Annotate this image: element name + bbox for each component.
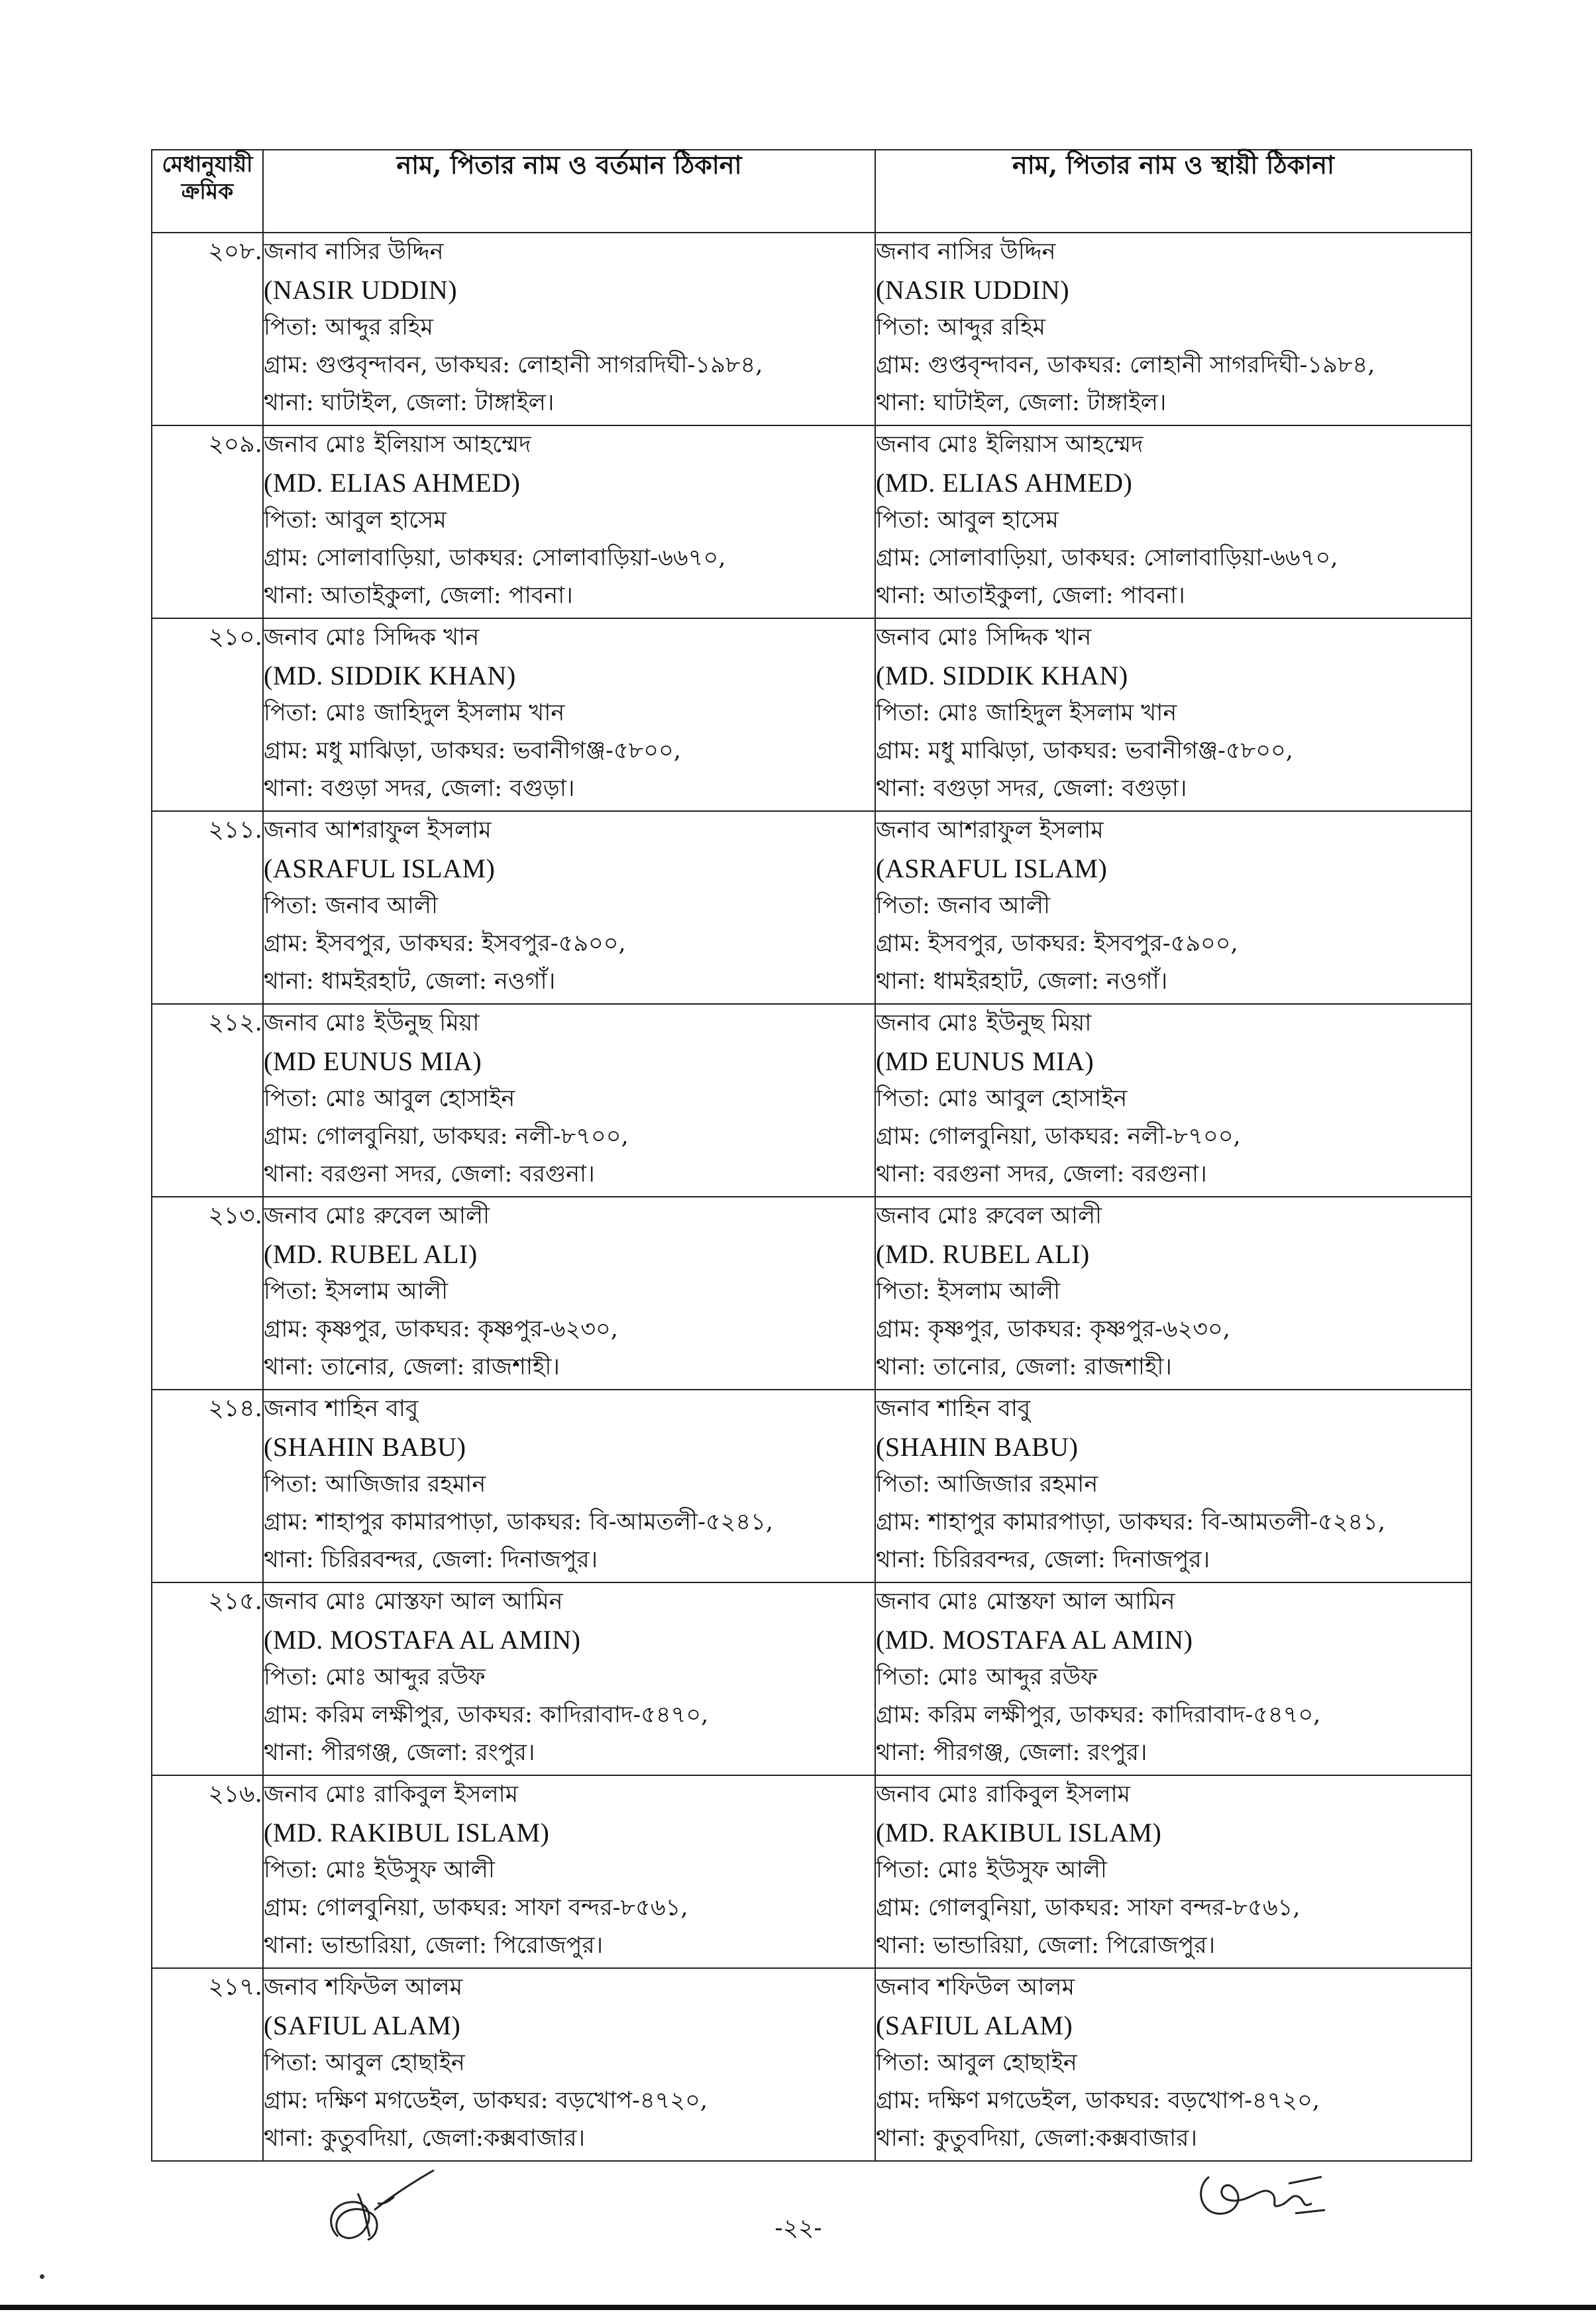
current-village-post-office: গ্রাম: সোলাবাড়িয়া, ডাকঘর: সোলাবাড়িয়া-৬৬৭০, xyxy=(264,545,726,571)
permanent-village-post-office: গ্রাম: ইসবপুর, ডাকঘর: ইসবপুর-৫৯০০, xyxy=(876,930,1238,957)
permanent-father-name: পিতা: আবুল হাসেম xyxy=(876,507,1059,533)
current-name-en: (MD EUNUS MIA) xyxy=(264,1046,482,1076)
permanent-name-en: (MD. MOSTAFA AL AMIN) xyxy=(876,1625,1193,1655)
table-row xyxy=(152,425,1471,618)
serial-number-cell: ২১৬. xyxy=(152,1775,263,1968)
current-thana-district: থানা: পীরগঞ্জ, জেলা: রংপুর। xyxy=(264,1740,535,1766)
permanent-village-post-office: গ্রাম: কৃষ্ণপুর, ডাকঘর: কৃষ্ণপুর-৬২৩০, xyxy=(876,1316,1230,1343)
current-name-bn: জনাব মোঃ ইলিয়াস আহম্মেদ xyxy=(264,431,531,458)
serial-header: মেধানুযায়ী ক্রমিক xyxy=(152,150,263,233)
permanent-village-post-office: গ্রাম: গুপ্তবৃন্দাবন, ডাকঘর: লোহানী সাগরদিঘী-১৯৮৪, xyxy=(876,352,1375,378)
table-row xyxy=(152,1775,1471,1968)
current-address-cell xyxy=(263,811,875,1004)
current-name-bn: জনাব মোঃ মোস্তফা আল আমিন xyxy=(264,1588,563,1615)
current-father-name: পিতা: ইসলাম আলী xyxy=(264,1278,449,1305)
permanent-father-name: পিতা: আব্দুর রহিম xyxy=(876,314,1045,341)
signature-left xyxy=(311,2157,444,2256)
serial-number-cell: ২১২. xyxy=(152,1004,263,1197)
serial-number-cell: ২০৯. xyxy=(152,425,263,618)
table-body xyxy=(152,233,1471,2161)
current-thana-district: থানা: বরগুনা সদর, জেলা: বরগুনা। xyxy=(264,1161,595,1188)
permanent-thana-district: থানা: বগুড়া সদর, জেলা: বগুড়া। xyxy=(876,775,1187,802)
current-address-header: নাম, পিতার নাম ও বর্তমান ঠিকানা xyxy=(263,150,875,233)
current-address-cell xyxy=(263,618,875,811)
permanent-village-post-office: গ্রাম: শাহাপুর কামারপাড়া, ডাকঘর: বি-আমতলী-৫২৪১, xyxy=(876,1509,1385,1535)
permanent-thana-district: থানা: ধামইরহাট, জেলা: নওগাঁ। xyxy=(876,968,1168,995)
current-name-bn: জনাব মোঃ রুবেল আলী xyxy=(264,1203,490,1229)
current-name-en: (MD. ELIAS AHMED) xyxy=(264,468,521,498)
current-village-post-office: গ্রাম: ইসবপুর, ডাকঘর: ইসবপুর-৫৯০০, xyxy=(264,930,626,957)
table-row xyxy=(152,1197,1471,1390)
table-row xyxy=(152,618,1471,811)
permanent-name-en: (MD EUNUS MIA) xyxy=(876,1046,1094,1076)
current-address-cell xyxy=(263,1968,875,2161)
current-name-bn: জনাব মোঃ ইউনুছ মিয়া xyxy=(264,1010,480,1036)
current-address-cell xyxy=(263,1197,875,1390)
permanent-father-name: পিতা: মোঃ আব্দুর রউফ xyxy=(876,1664,1098,1690)
permanent-father-name: পিতা: আজিজার রহমান xyxy=(876,1471,1098,1498)
current-village-post-office: গ্রাম: গোলবুনিয়া, ডাকঘর: নলী-৮৭০০, xyxy=(264,1123,629,1150)
current-name-bn: জনাব নাসির উদ্দিন xyxy=(264,239,444,265)
current-address-cell xyxy=(263,1775,875,1968)
current-father-name: পিতা: মোঃ ইউসুফ আলী xyxy=(264,1857,495,1883)
permanent-name-en: (MD. RAKIBUL ISLAM) xyxy=(876,1818,1162,1848)
permanent-address-cell xyxy=(875,1390,1471,1582)
permanent-name-bn: জনাব মোঃ ইউনুছ মিয়া xyxy=(876,1010,1092,1036)
current-village-post-office: গ্রাম: গুপ্তবৃন্দাবন, ডাকঘর: লোহানী সাগরদিঘী-১৯৮৪, xyxy=(264,352,763,378)
current-address-cell xyxy=(263,1004,875,1197)
permanent-name-bn: জনাব শাহিন বাবু xyxy=(876,1396,1031,1422)
permanent-thana-district: থানা: তানোর, জেলা: রাজশাহী। xyxy=(876,1354,1172,1380)
current-name-en: (ASRAFUL ISLAM) xyxy=(264,854,496,883)
permanent-address-cell xyxy=(875,1004,1471,1197)
serial-number-cell: ২১৪. xyxy=(152,1390,263,1582)
permanent-name-en: (MD. ELIAS AHMED) xyxy=(876,468,1133,498)
permanent-village-post-office: গ্রাম: গোলবুনিয়া, ডাকঘর: নলী-৮৭০০, xyxy=(876,1123,1241,1150)
current-name-bn: জনাব শাহিন বাবু xyxy=(264,1396,419,1422)
permanent-address-cell xyxy=(875,811,1471,1004)
permanent-father-name: পিতা: ইসলাম আলী xyxy=(876,1278,1061,1305)
current-father-name: পিতা: আব্দুর রহিম xyxy=(264,314,433,341)
current-name-en: (MD. SIDDIK KHAN) xyxy=(264,661,516,690)
permanent-thana-district: থানা: আতাইকুলা, জেলা: পাবনা। xyxy=(876,582,1185,609)
current-village-post-office: গ্রাম: করিম লক্ষীপুর, ডাকঘর: কাদিরাবাদ-৫৪৭০, xyxy=(264,1702,709,1728)
permanent-address-cell xyxy=(875,1197,1471,1390)
permanent-name-en: (MD. SIDDIK KHAN) xyxy=(876,661,1128,690)
permanent-name-en: (ASRAFUL ISLAM) xyxy=(876,854,1108,883)
permanent-village-post-office: গ্রাম: মধু মাঝিড়া, ডাকঘর: ভবানীগঞ্জ-৫৮০০, xyxy=(876,738,1293,764)
current-village-post-office: গ্রাম: মধু মাঝিড়া, ডাকঘর: ভবানীগঞ্জ-৫৮০০, xyxy=(264,738,681,764)
current-father-name: পিতা: আবুল হোছাইন xyxy=(264,2050,465,2076)
current-name-bn: জনাব আশরাফুল ইসলাম xyxy=(264,817,492,844)
current-father-name: পিতা: আবুল হাসেম xyxy=(264,507,447,533)
permanent-thana-district: থানা: চিরিরবন্দর, জেলা: দিনাজপুর। xyxy=(876,1547,1210,1573)
current-name-en: (MD. MOSTAFA AL AMIN) xyxy=(264,1625,581,1655)
footer-rule xyxy=(0,2305,1596,2310)
current-village-post-office: গ্রাম: দক্ষিণ মগডেইল, ডাকঘর: বড়খোপ-৪৭২০, xyxy=(264,2087,708,2114)
current-address-cell xyxy=(263,1582,875,1775)
serial-number-cell: ২১৩. xyxy=(152,1197,263,1390)
permanent-thana-district: থানা: পীরগঞ্জ, জেলা: রংপুর। xyxy=(876,1740,1147,1766)
permanent-village-post-office: গ্রাম: গোলবুনিয়া, ডাকঘর: সাফা বন্দর-৮৫৬১, xyxy=(876,1895,1301,1921)
permanent-name-bn: জনাব শফিউল আলম xyxy=(876,1974,1075,2001)
page-number: -২২- xyxy=(774,2215,822,2242)
permanent-name-bn: জনাব মোঃ মোস্তফা আল আমিন xyxy=(876,1588,1175,1615)
table-row xyxy=(152,811,1471,1004)
current-village-post-office: গ্রাম: শাহাপুর কামারপাড়া, ডাকঘর: বি-আমতলী-৫২৪১, xyxy=(264,1509,773,1535)
permanent-address-cell xyxy=(875,1582,1471,1775)
current-village-post-office: গ্রাম: গোলবুনিয়া, ডাকঘর: সাফা বন্দর-৮৫৬১, xyxy=(264,1895,688,1921)
serial-number-cell: ২১৫. xyxy=(152,1582,263,1775)
current-address-cell xyxy=(263,233,875,425)
current-thana-district: থানা: আতাইকুলা, জেলা: পাবনা। xyxy=(264,582,573,609)
permanent-address-cell xyxy=(875,1968,1471,2161)
candidate-table xyxy=(151,149,1472,2162)
table-row xyxy=(152,1968,1471,2161)
current-address-cell xyxy=(263,1390,875,1582)
permanent-father-name: পিতা: আবুল হোছাইন xyxy=(876,2050,1077,2076)
table-row xyxy=(152,233,1471,425)
permanent-address-header: নাম, পিতার নাম ও স্থায়ী ঠিকানা xyxy=(875,150,1471,233)
permanent-address-cell xyxy=(875,1775,1471,1968)
permanent-father-name: পিতা: মোঃ ইউসুফ আলী xyxy=(876,1857,1107,1883)
signature-right xyxy=(1189,2157,1328,2230)
serial-number-cell: ২১১. xyxy=(152,811,263,1004)
serial-number-cell: ২০৮. xyxy=(152,233,263,425)
current-father-name: পিতা: আজিজার রহমান xyxy=(264,1471,486,1498)
permanent-name-en: (SHAHIN BABU) xyxy=(876,1432,1079,1462)
permanent-thana-district: থানা: ঘাটাইল, জেলা: টাঙ্গাইল। xyxy=(876,390,1167,416)
serial-number-cell: ২১৭. xyxy=(152,1968,263,2161)
permanent-village-post-office: গ্রাম: দক্ষিণ মগডেইল, ডাকঘর: বড়খোপ-৪৭২০, xyxy=(876,2087,1320,2114)
permanent-father-name: পিতা: মোঃ জাহিদুল ইসলাম খান xyxy=(876,700,1177,726)
permanent-thana-district: থানা: বরগুনা সদর, জেলা: বরগুনা। xyxy=(876,1161,1207,1188)
permanent-father-name: পিতা: মোঃ আবুল হোসাইন xyxy=(876,1085,1128,1112)
current-name-en: (SAFIUL ALAM) xyxy=(264,2011,461,2040)
permanent-name-en: (NASIR UDDIN) xyxy=(876,275,1070,305)
table-header-row xyxy=(152,150,1471,233)
permanent-name-bn: জনাব মোঃ রুবেল আলী xyxy=(876,1203,1102,1229)
current-name-en: (MD. RAKIBUL ISLAM) xyxy=(264,1818,550,1848)
permanent-name-en: (MD. RUBEL ALI) xyxy=(876,1239,1090,1269)
permanent-father-name: পিতা: জনাব আলী xyxy=(876,893,1050,919)
permanent-address-cell xyxy=(875,233,1471,425)
current-name-bn: জনাব মোঃ সিদ্দিক খান xyxy=(264,624,480,651)
permanent-village-post-office: গ্রাম: করিম লক্ষীপুর, ডাকঘর: কাদিরাবাদ-৫৪৭০, xyxy=(876,1702,1321,1728)
current-thana-district: থানা: ভান্ডারিয়া, জেলা: পিরোজপুর। xyxy=(264,1932,604,1959)
current-father-name: পিতা: জনাব আলী xyxy=(264,893,438,919)
table-row xyxy=(152,1390,1471,1582)
current-name-bn: জনাব শফিউল আলম xyxy=(264,1974,463,2001)
permanent-name-en: (SAFIUL ALAM) xyxy=(876,2011,1073,2040)
current-name-en: (SHAHIN BABU) xyxy=(264,1432,466,1462)
permanent-address-cell xyxy=(875,618,1471,811)
current-name-en: (NASIR UDDIN) xyxy=(264,275,458,305)
scan-mark xyxy=(40,2274,44,2279)
current-thana-district: থানা: ঘাটাইল, জেলা: টাঙ্গাইল। xyxy=(264,390,555,416)
current-name-bn: জনাব মোঃ রাকিবুল ইসলাম xyxy=(264,1781,519,1808)
table-row xyxy=(152,1004,1471,1197)
permanent-village-post-office: গ্রাম: সোলাবাড়িয়া, ডাকঘর: সোলাবাড়িয়া-৬৬৭০, xyxy=(876,545,1338,571)
table-row xyxy=(152,1582,1471,1775)
permanent-name-bn: জনাব নাসির উদ্দিন xyxy=(876,239,1056,265)
permanent-name-bn: জনাব মোঃ রাকিবুল ইসলাম xyxy=(876,1781,1131,1808)
current-father-name: পিতা: মোঃ আবুল হোসাইন xyxy=(264,1085,515,1112)
permanent-name-bn: জনাব আশরাফুল ইসলাম xyxy=(876,817,1104,844)
current-address-cell xyxy=(263,425,875,618)
current-thana-district: থানা: তানোর, জেলা: রাজশাহী। xyxy=(264,1354,560,1380)
current-thana-district: থানা: বগুড়া সদর, জেলা: বগুড়া। xyxy=(264,775,575,802)
current-village-post-office: গ্রাম: কৃষ্ণপুর, ডাকঘর: কৃষ্ণপুর-৬২৩০, xyxy=(264,1316,618,1343)
current-name-en: (MD. RUBEL ALI) xyxy=(264,1239,478,1269)
current-thana-district: থানা: ধামইরহাট, জেলা: নওগাঁ। xyxy=(264,968,556,995)
current-thana-district: থানা: চিরিরবন্দর, জেলা: দিনাজপুর। xyxy=(264,1547,598,1573)
permanent-name-bn: জনাব মোঃ সিদ্দিক খান xyxy=(876,624,1092,651)
serial-number-cell: ২১০. xyxy=(152,618,263,811)
permanent-name-bn: জনাব মোঃ ইলিয়াস আহম্মেদ xyxy=(876,431,1144,458)
current-father-name: পিতা: মোঃ আব্দুর রউফ xyxy=(264,1664,486,1690)
current-thana-district: থানা: কুতুবদিয়া, জেলা:কক্সবাজার। xyxy=(264,2125,586,2152)
permanent-thana-district: থানা: কুতুবদিয়া, জেলা:কক্সবাজার। xyxy=(876,2125,1198,2152)
permanent-thana-district: থানা: ভান্ডারিয়া, জেলা: পিরোজপুর। xyxy=(876,1932,1216,1959)
current-father-name: পিতা: মোঃ জাহিদুল ইসলাম খান xyxy=(264,700,565,726)
permanent-address-cell xyxy=(875,425,1471,618)
